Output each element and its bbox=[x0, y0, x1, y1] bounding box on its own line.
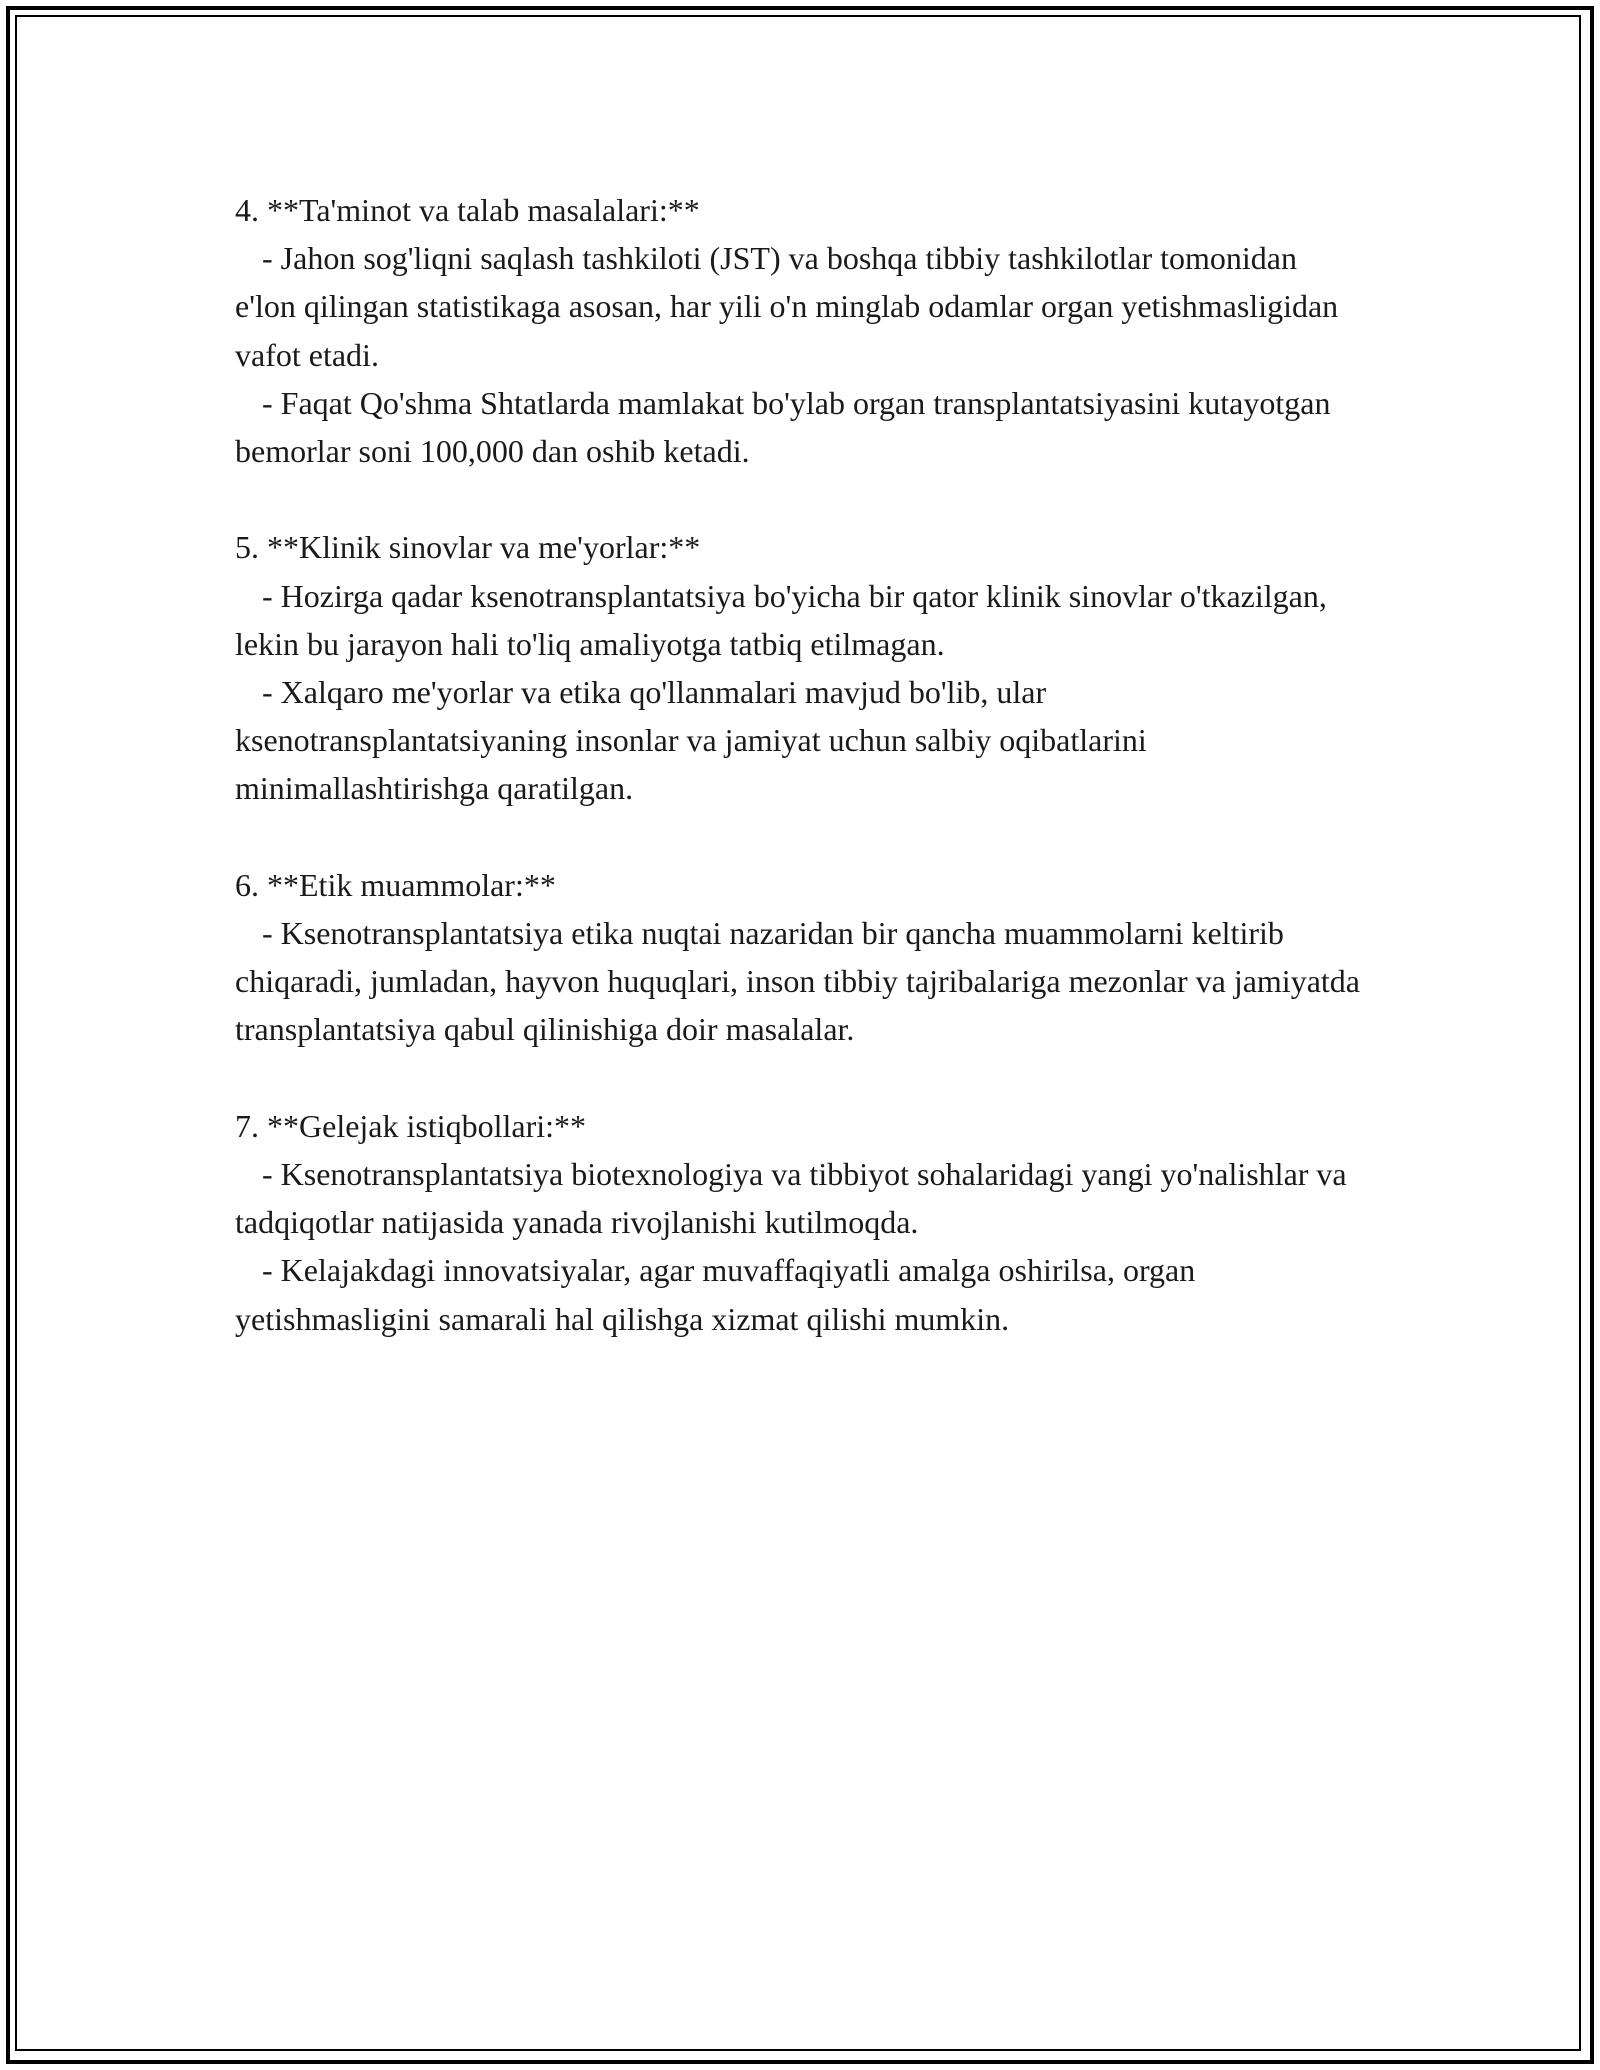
bullet-item: - Ksenotransplantatsiya etika nuqtai nazaridan bir qancha muammolarni keltirib chiqaradi, jumladan, hayvon huquqlari, inson tibbiy tajribalariga mezonlar va jamiyatda transplantatsiya qabul qilinishiga doir masalalar. bbox=[235, 915, 1360, 1048]
bullet-item: - Hozirga qadar ksenotransplantatsiya bo'yicha bir qator klinik sinovlar o'tkazilgan, lekin bu jarayon hali to'liq amaliyotga tatbiq etilmagan. bbox=[235, 577, 1327, 662]
section-heading: 4. **Ta'minot va talab masalalari:** bbox=[235, 192, 700, 228]
bullet-item: - Jahon sog'liqni saqlash tashkiloti (JST) va boshqa tibbiy tashkilotlar tomonidan e'lon qilingan statistikaga asosan, har yili o'n minglab odamlar organ yetishmasligidan vafot etadi. bbox=[235, 240, 1339, 373]
bullet-item: - Kelajakdagi innovatsiyalar, agar muvaffaqiyatli amalga oshirilsa, organ yetishmasligini samarali hal qilishga xizmat qilishi mumkin. bbox=[235, 1252, 1196, 1337]
document-body bbox=[235, 186, 1365, 1391]
section-future-prospects bbox=[235, 1102, 1365, 1343]
bullet-item: - Xalqaro me'yorlar va etika qo'llanmalari mavjud bo'lib, ular ksenotransplantatsiyaning insonlar va jamiyat uchun salbiy oqibatlarini minimallashtirishga qaratilgan. bbox=[235, 674, 1147, 807]
section-heading: 6. **Etik muammolar:** bbox=[235, 866, 556, 903]
section-supply-demand bbox=[235, 186, 1365, 475]
section-heading: 7. **Gelejak istiqbollari:** bbox=[235, 1107, 587, 1144]
bullet-item: - Ksenotransplantatsiya biotexnologiya va tibbiyot sohalaridagi yangi yo'nalishlar va tadqiqotlar natijasida yanada rivojlanishi kutilmoqda. bbox=[235, 1156, 1347, 1241]
section-clinical-trials bbox=[235, 523, 1365, 812]
section-heading: 5. **Klinik sinovlar va me'yorlar:** bbox=[235, 529, 701, 566]
bullet-item: - Faqat Qo'shma Shtatlarda mamlakat bo'ylab organ transplantatsiyasini kutayotgan bemorlar soni 100,000 dan oshib ketadi. bbox=[235, 384, 1331, 470]
section-ethical-issues bbox=[235, 861, 1365, 1054]
